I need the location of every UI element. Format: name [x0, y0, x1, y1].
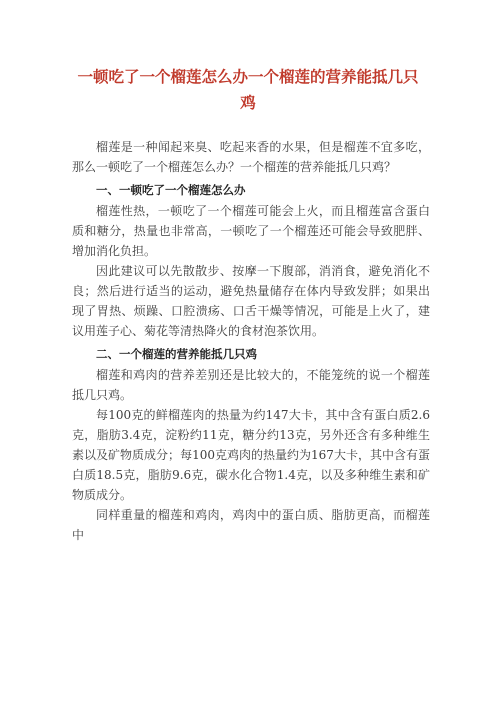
document-body — [72, 137, 430, 545]
intro-paragraph: 榴莲是一种闻起来臭、吃起来香的水果，但是榴莲不宜多吃，那么一顿吃了一个榴莲怎么办？一个榴莲的营养能抵几只鸡？ — [72, 140, 430, 174]
section1-paragraph-2: 因此建议可以先散散步、按摩一下腹部，消消食，避免消化不良；然后进行适当的运动，避免热量储存在体内导致发胖；如果出现了胃热、烦躁、口腔溃疡、口舌干燥等情况，可能是上火了，建议用莲子心、菊花等清热降火的食材泡茶饮用。 — [72, 264, 430, 338]
document-title: 一顿吃了一个榴莲怎么办一个榴莲的营养能抵几只鸡 — [77, 68, 419, 112]
section2-paragraph-1: 榴莲和鸡肉的营养差别还是比较大的，不能笼统的说一个榴莲抵几只鸡。 — [72, 368, 430, 402]
section-heading-2: 二、一个榴莲的营养能抵几只鸡 — [96, 347, 257, 361]
section2-paragraph-3: 同样重量的榴莲和鸡肉，鸡肉中的蛋白质、脂肪更高，而榴莲中 — [72, 508, 430, 542]
section2-paragraph-2: 每100克的鲜榴莲肉的热量为约147大卡，其中含有蛋白质2.6克，脂肪3.4克，淀粉约11克，糖分约13克，另外还含有多种维生素以及矿物质成分；每100克鸡肉的热量约为167大卡，其中含有蛋白质18.5克，脂肪9.6克，碳水化合物1.4克，以及多种维生素和矿物质成分。 — [72, 408, 430, 502]
section-heading-1: 一、一顿吃了一个榴莲怎么办 — [96, 183, 246, 197]
section1-paragraph-1: 榴莲性热，一顿吃了一个榴莲可能会上火，而且榴莲富含蛋白质和糖分，热量也非常高，一顿吃了一个榴莲还可能会导致肥胖、增加消化负担。 — [72, 204, 430, 258]
